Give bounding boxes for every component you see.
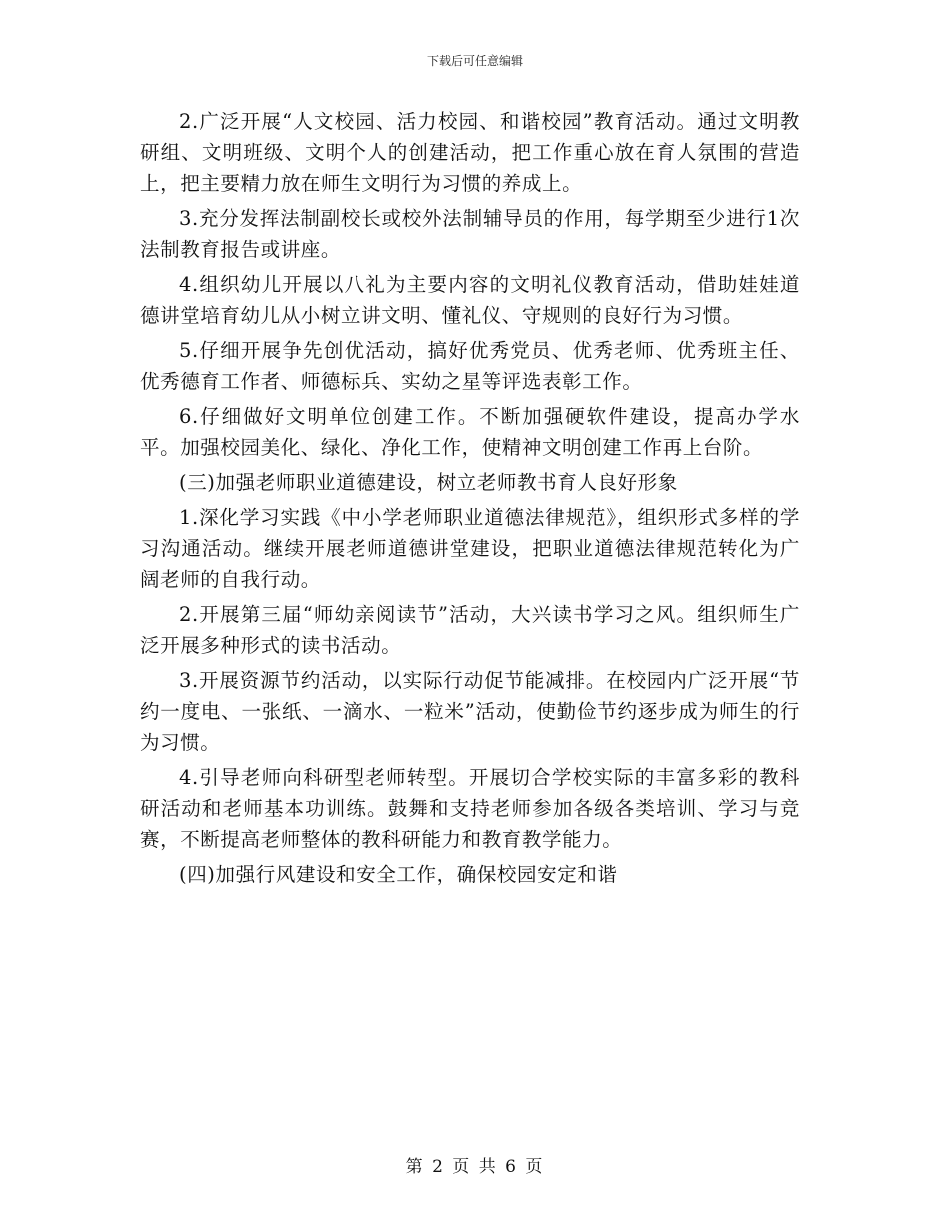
document-body (140, 106, 800, 894)
paragraph-item-3: 3.充分发挥法制副校长或校外法制辅导员的作用，每学期至少进行1次法制教育报告或讲座。 (140, 207, 800, 261)
paragraph-item-3-1: 1.深化学习实践《中小学老师职业道德法律规范》，组织形式多样的学习沟通活动。继续开展老师道德讲堂建设，把职业道德法律规范转化为广阔老师的自我行动。 (140, 506, 800, 591)
paragraph-item-5: 5.仔细开展争先创优活动，搞好优秀党员、优秀老师、优秀班主任、优秀德育工作者、师德标兵、实幼之星等评选表彰工作。 (140, 339, 800, 393)
section-heading-3: (三)加强老师职业道德建设，树立老师教书育人良好形象 (179, 471, 678, 494)
paragraph-item-2: 2.广泛开展“人文校园、活力校园、和谐校园”教育活动。通过文明教研组、文明班级、文明个人的创建活动，把工作重心放在育人氛围的营造上，把主要精力放在师生文明行为习惯的养成上。 (140, 110, 800, 195)
section-heading-4: (四)加强行风建设和安全工作，确保校园安定和谐 (179, 863, 618, 886)
paragraph-item-3-3: 3.开展资源节约活动，以实际行动促节能减排。在校园内广泛开展“节约一度电、一张纸、一滴水、一粒米”活动，使勤俭节约逐步成为师生的行为习惯。 (140, 669, 800, 754)
paragraph-item-4: 4.组织幼儿开展以八礼为主要内容的文明礼仪教育活动，借助娃娃道德讲堂培育幼儿从小树立讲文明、懂礼仪、守规则的良好行为习惯。 (140, 273, 800, 327)
paragraph-item-3-4: 4.引导老师向科研型老师转型。开展切合学校实际的丰富多彩的教科研活动和老师基本功训练。鼓舞和支持老师参加各级各类培训、学习与竞赛，不断提高老师整体的教科研能力和教育教学能力。 (140, 766, 800, 851)
page-number-footer: 第 2 页 共 6 页 (405, 1157, 545, 1177)
paragraph-item-3-2: 2.开展第三届“师幼亲阅读节”活动，大兴读书学习之风。组织师生广泛开展多种形式的读书活动。 (140, 603, 800, 657)
paragraph-item-6: 6.仔细做好文明单位创建工作。不断加强硬软件建设，提高办学水平。加强校园美化、绿化、净化工作，使精神文明创建工作再上台阶。 (140, 405, 800, 459)
page-header: 下载后可任意编辑 (426, 54, 523, 68)
